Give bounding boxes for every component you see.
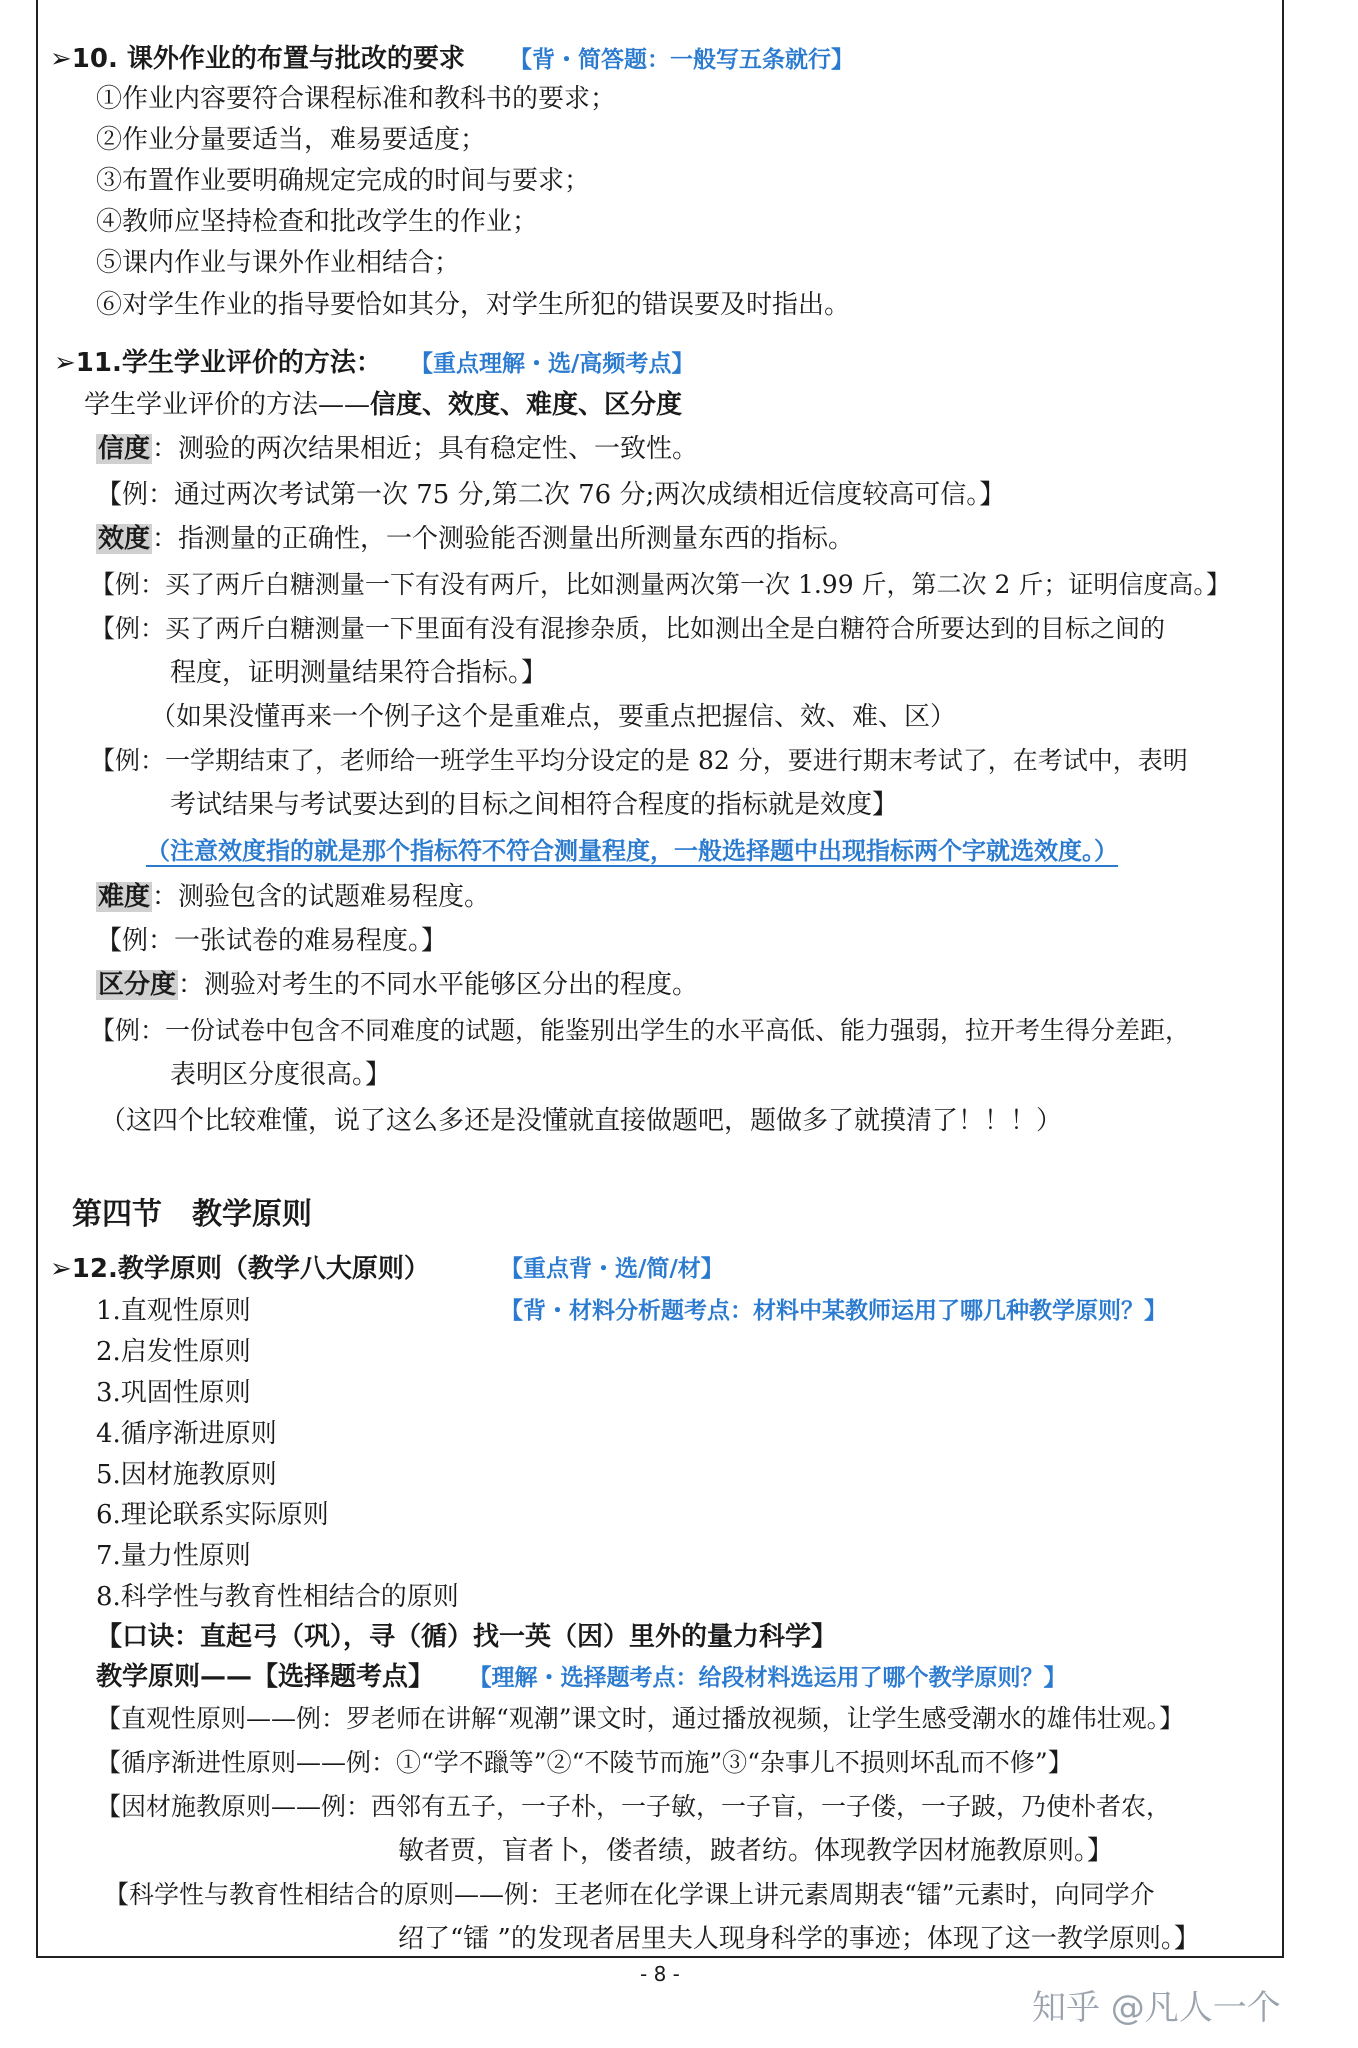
section-12-tag: 【重点背・选/简/材】 [500, 1256, 724, 1282]
term-label: 难度 [98, 882, 151, 912]
section-4-heading [72, 1198, 312, 1232]
example-text: 考试结果与考试要达到的目标之间相符合程度的指标就是效度】 [170, 790, 899, 820]
example-text: 表明区分度很高。】 [170, 1060, 392, 1090]
subtitle-tag: 【理解・选择题考点：给段材料选运用了哪个教学原则？】 [468, 1665, 1067, 1691]
term-difficulty [96, 880, 490, 914]
intro-text: 学生学业评价的方法—— [84, 390, 371, 420]
section-11-tag: 【重点理解・选/高频考点】 [409, 351, 695, 377]
list-item: 5.因材施教原则 [96, 1460, 277, 1490]
term-definition: ：测验包含的试题难易程度。 [152, 882, 491, 912]
list-item: 6.理论联系实际原则 [96, 1500, 329, 1530]
list-item: ②作业分量要适当，难易要适度； [96, 125, 487, 155]
intro-terms: 信度、效度、难度、区分度 [370, 390, 683, 420]
example-text: 【循序渐进性原则——例：①“学不躐等”②“不陵节而施”③“杂事儿不损则坏乱而不修”】 [96, 1748, 1073, 1777]
list-item: 3.巩固性原则 [96, 1378, 251, 1408]
example-text: 【因材施教原则——例：西邻有五子，一子朴，一子敏，一子盲，一子偻，一子跛，乃使朴者农， [96, 1792, 1172, 1821]
section-number: 第四节 [72, 1197, 162, 1232]
list-item: ⑤课内作业与课外作业相结合； [96, 248, 461, 278]
list-item: ③布置作业要明确规定完成的时间与要求； [96, 166, 591, 196]
example-text: 绍了“镭 ”的发现者居里夫人现身科学的事迹；体现了这一教学原则。】 [398, 1924, 1200, 1954]
example-text: 【例：一学期结束了，老师给一班学生平均分设定的是 82 分，要进行期末考试了，在考试中，表明 [90, 746, 1188, 775]
example-text: 程度，证明测量结果符合指标。】 [170, 658, 548, 688]
example-text: 【例：一份试卷中包含不同难度的试题，能鉴别出学生的水平高低、能力强弱，拉开考生得分差距， [90, 1016, 1191, 1045]
term-label: 效度 [98, 524, 151, 554]
list-item: 7.量力性原则 [96, 1541, 251, 1571]
list-item: 8.科学性与教育性相结合的原则 [96, 1582, 459, 1612]
example-text: 【科学性与教育性相结合的原则——例：王老师在化学课上讲元素周期表“镭”元素时，向同学介 [104, 1880, 1155, 1909]
example-text: 【例：买了两斤白糖测量一下里面有没有混掺杂质，比如测出全是白糖符合所要达到的目标之间的 [90, 614, 1166, 643]
subtitle-text: 教学原则——【选择题考点】 [96, 1662, 435, 1692]
page-number: - 8 - [640, 1962, 680, 1986]
term-discrimination [96, 968, 698, 1002]
list-item: 1.直观性原则 [96, 1296, 251, 1326]
list-item: ⑥对学生作业的指导要恰如其分，对学生所犯的错误要及时指出。 [96, 290, 851, 320]
term-definition: ：测验对考生的不同水平能够区分出的程度。 [178, 970, 699, 1000]
section-10-tag: 【背・简答题：一般写五条就行】 [509, 47, 855, 73]
list-item: 2.启发性原则 [96, 1337, 251, 1367]
example-text: 敏者贾，盲者卜，偻者绩，跛者纺。体现教学因材施教原则。】 [398, 1836, 1114, 1866]
example-text: 【例：一张试卷的难易程度。】 [96, 926, 448, 956]
section-12-tag-material: 【背・材料分析题考点：材料中某教师运用了哪几种教学原则？】 [500, 1298, 1167, 1324]
list-item: ①作业内容要符合课程标准和教科书的要求； [96, 84, 617, 114]
example-text: 【例：买了两斤白糖测量一下有没有两斤，比如测量两次第一次 1.99 斤，第二次 2 斤；证明信度高。】 [90, 570, 1231, 599]
section-10-heading: ➢10. 课外作业的布置与批改的要求 [50, 44, 465, 74]
closing-note: （这四个比较难懂，说了这么多还是没懂就直接做题吧，题做多了就摸清了！！！） [100, 1106, 1063, 1136]
term-label: 区分度 [98, 970, 177, 1000]
section-12-title: ➢12.教学原则（教学八大原则） [50, 1254, 430, 1284]
watermark: 知乎 @凡人一个 [1032, 1988, 1281, 2028]
term-label: 信度 [98, 434, 151, 464]
example-text: 【直观性原则——例：罗老师在讲解“观潮”课文时，通过播放视频，让学生感受潮水的雄伟壮观。】 [96, 1704, 1185, 1733]
list-item: ④教师应坚持检查和批改学生的作业； [96, 207, 539, 237]
note-text: （如果没懂再来一个例子这个是重难点，要重点把握信、效、难、区） [150, 702, 957, 732]
mnemonic: 【口诀：直起弓（巩），寻（循）找一英（因）里外的量力科学】 [96, 1622, 838, 1652]
term-definition: ：测验的两次结果相近；具有稳定性、一致性。 [152, 434, 699, 464]
section-11-title [54, 346, 694, 381]
term-reliability [96, 432, 698, 466]
list-item: 4.循序渐进原则 [96, 1419, 277, 1449]
principles-subtitle [96, 1660, 1067, 1695]
evaluation-intro [84, 388, 682, 422]
term-definition: ：指测量的正确性，一个测验能否测量出所测量东西的指标。 [152, 524, 855, 554]
section-10-title [50, 42, 854, 77]
section-name: 教学原则 [192, 1197, 312, 1232]
term-validity [96, 522, 854, 556]
validity-tip: （注意效度指的就是那个指标符不符合测量程度，一般选择题中出现指标两个字就选效度。） [146, 837, 1118, 865]
example-text: 【例：通过两次考试第一次 75 分,第二次 76 分;两次成绩相近信度较高可信。】 [96, 480, 1006, 510]
section-11-heading: ➢11.学生学业评价的方法： [54, 348, 382, 378]
